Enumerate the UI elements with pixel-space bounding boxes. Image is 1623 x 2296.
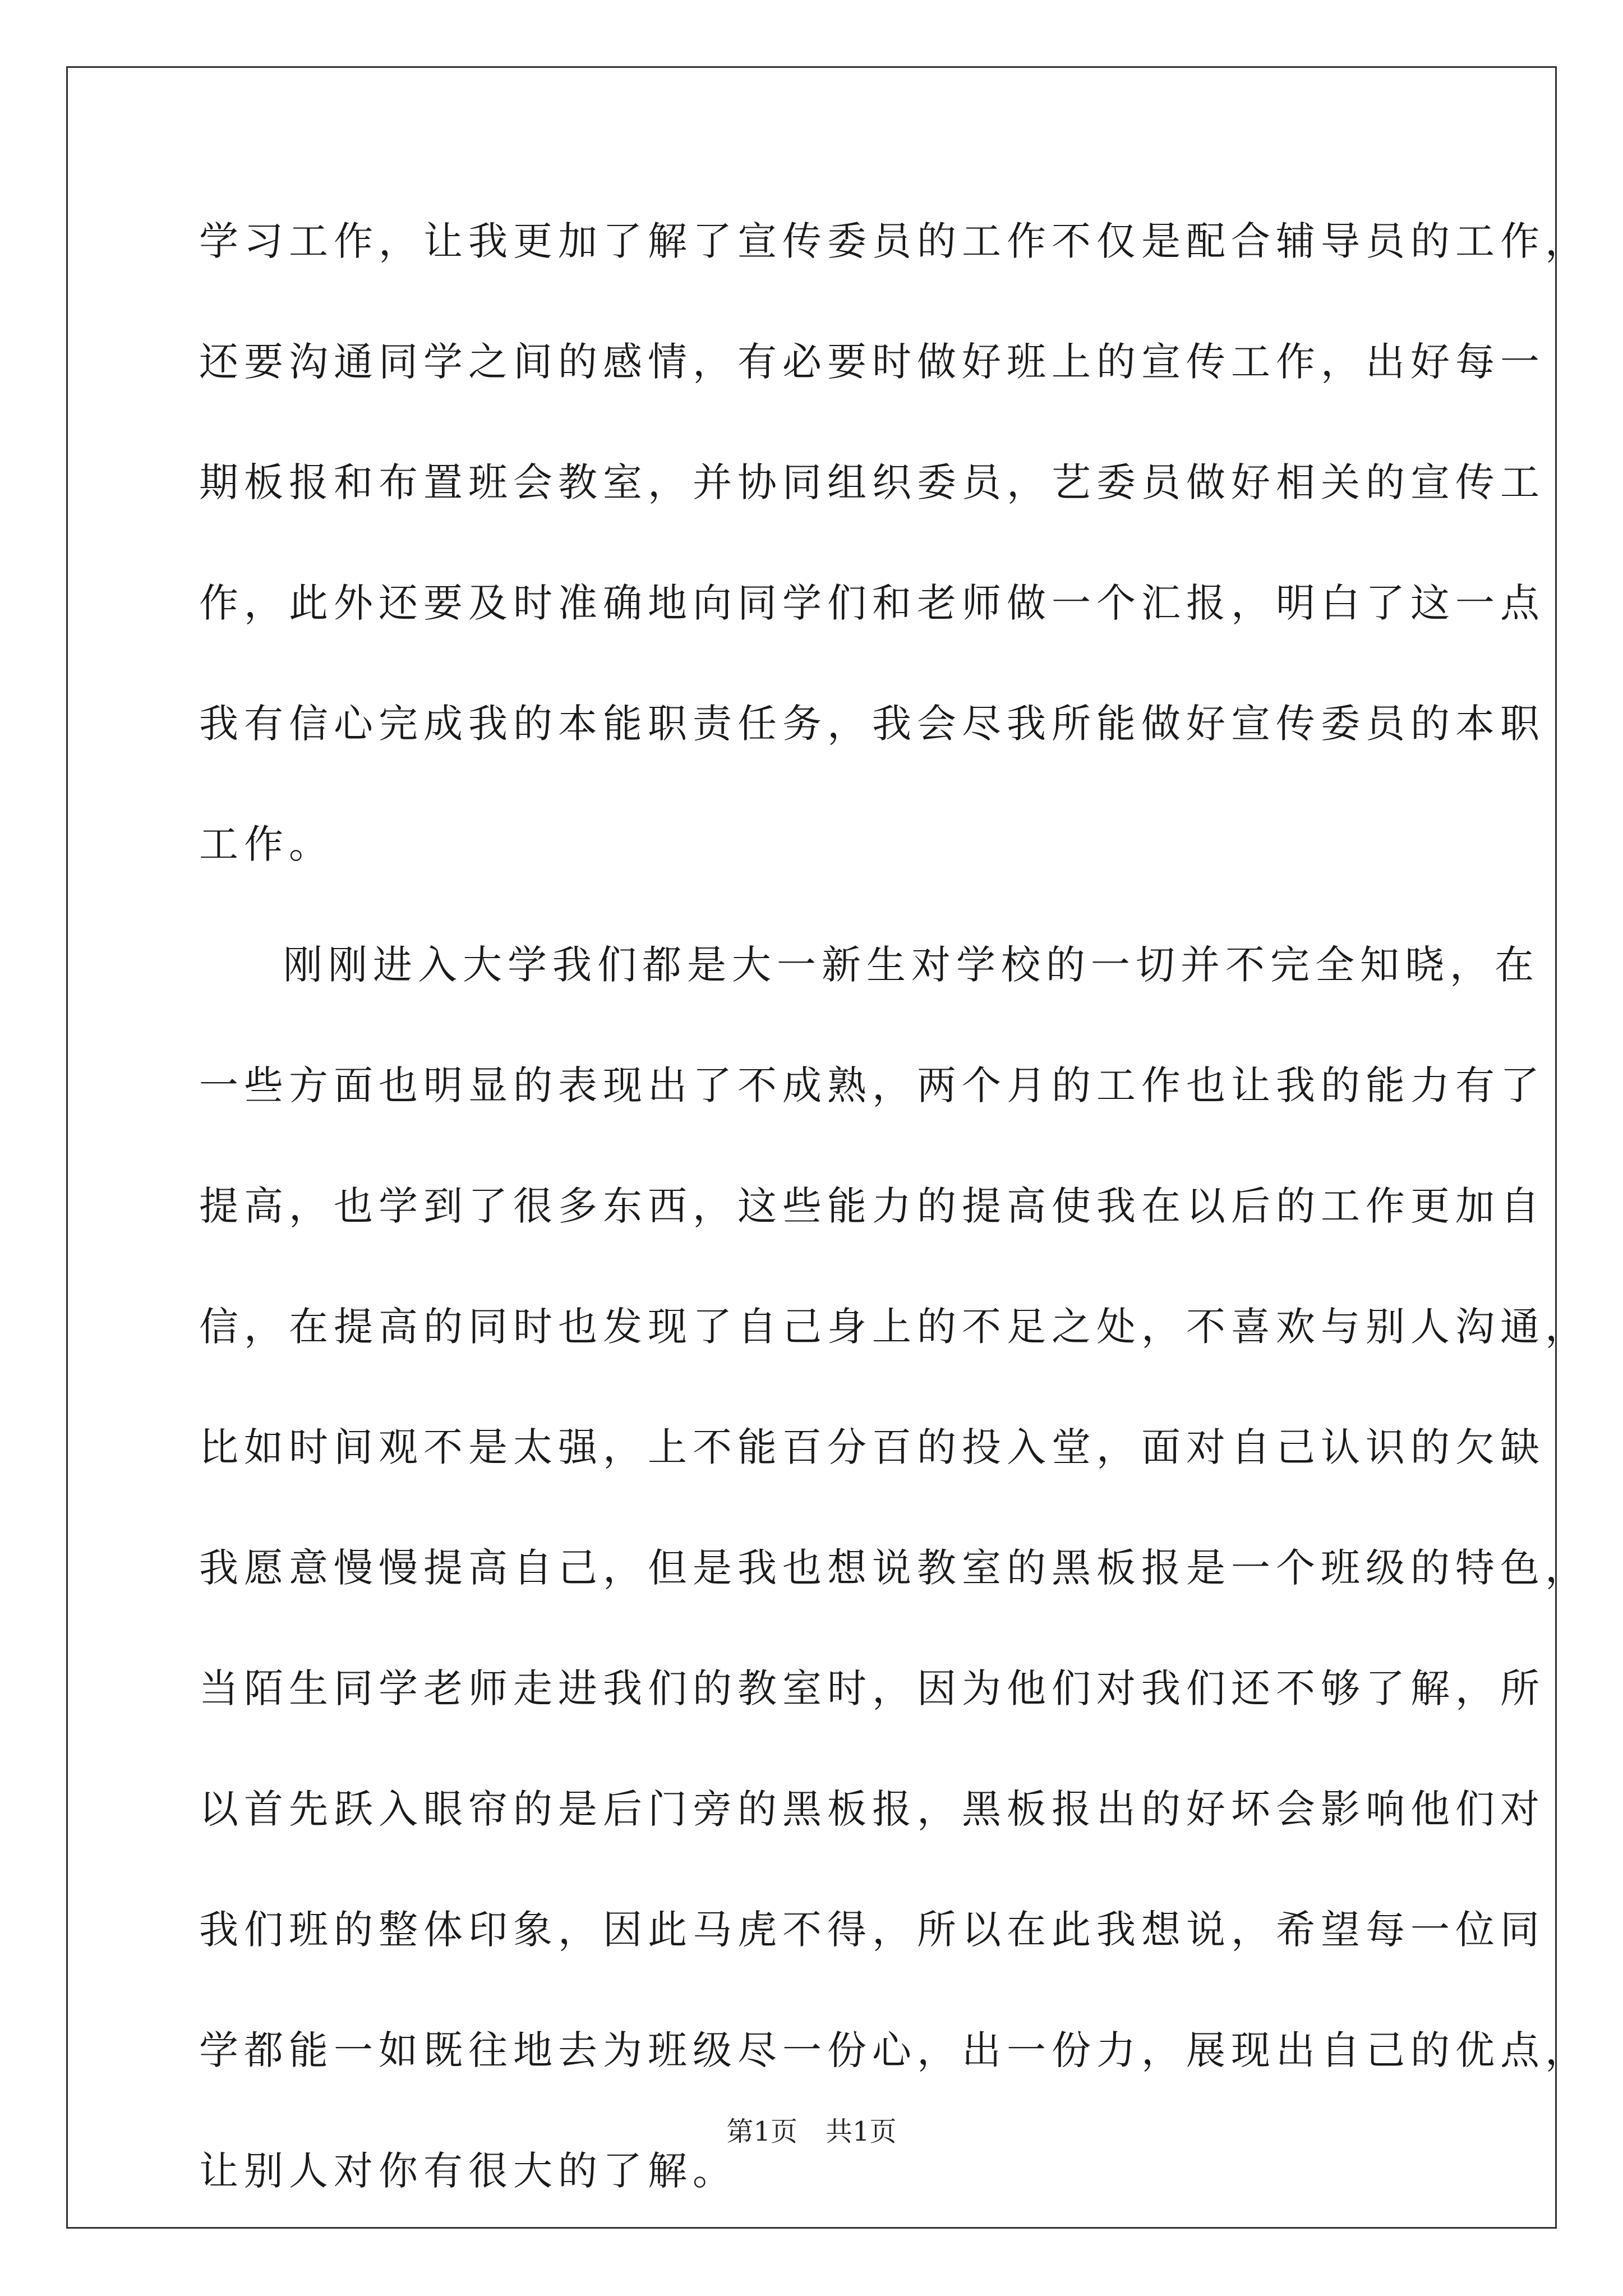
paragraph-2-line-5: 比如时间观不是太强，上不能百分百的投入堂，面对自己认识的欠缺 bbox=[199, 1424, 1545, 1470]
paragraph-1-line-1: 学习工作，让我更加了解了宣传委员的工作不仅是配合辅导员的工作， bbox=[199, 218, 1590, 264]
paragraph-1-line-6: 工作。 bbox=[199, 821, 334, 867]
paragraph-1-line-3: 期板报和布置班会教室，并协同组织委员，艺委员做好相关的宣传工 bbox=[199, 459, 1545, 505]
paragraph-2-line-8: 以首先跃入眼帘的是后门旁的黑板报，黑板报出的好坏会影响他们对 bbox=[199, 1786, 1545, 1832]
total-pages: 共1页 bbox=[826, 2116, 897, 2147]
paragraph-1-line-2: 还要沟通同学之间的感情，有必要时做好班上的宣传工作，出好每一 bbox=[199, 339, 1545, 385]
paragraph-2-line-11: 让别人对你有很大的了解。 bbox=[199, 2148, 737, 2194]
paragraph-1-line-4: 作，此外还要及时准确地向同学们和老师做一个汇报，明白了这一点 bbox=[199, 580, 1545, 626]
paragraph-2-line-4: 信，在提高的同时也发现了自己身上的不足之处，不喜欢与别人沟通， bbox=[199, 1304, 1590, 1350]
paragraph-2-line-2: 一些方面也明显的表现出了不成熟，两个月的工作也让我的能力有了 bbox=[199, 1062, 1545, 1108]
paragraph-2-line-9: 我们班的整体印象，因此马虎不得，所以在此我想说，希望每一位同 bbox=[199, 1907, 1545, 1953]
paragraph-1-line-5: 我有信心完成我的本能职责任务，我会尽我所能做好宣传委员的本职 bbox=[199, 701, 1545, 747]
page-footer bbox=[0, 2115, 1623, 2148]
paragraph-2-line-7: 当陌生同学老师走进我们的教室时，因为他们对我们还不够了解，所 bbox=[199, 1665, 1545, 1711]
page-number: 第1页 bbox=[726, 2116, 797, 2147]
paragraph-2-line-1: 刚刚进入大学我们都是大一新生对学校的一切并不完全知晓，在 bbox=[283, 942, 1539, 988]
paragraph-2-line-10: 学都能一如既往地去为班级尽一份心，出一份力，展现出自己的优点， bbox=[199, 2027, 1590, 2073]
document-body bbox=[199, 208, 1590, 2258]
paragraph-2-line-6: 我愿意慢慢提高自己，但是我也想说教室的黑板报是一个班级的特色， bbox=[199, 1545, 1590, 1591]
paragraph-2-line-3: 提高，也学到了很多东西，这些能力的提高使我在以后的工作更加自 bbox=[199, 1183, 1545, 1229]
